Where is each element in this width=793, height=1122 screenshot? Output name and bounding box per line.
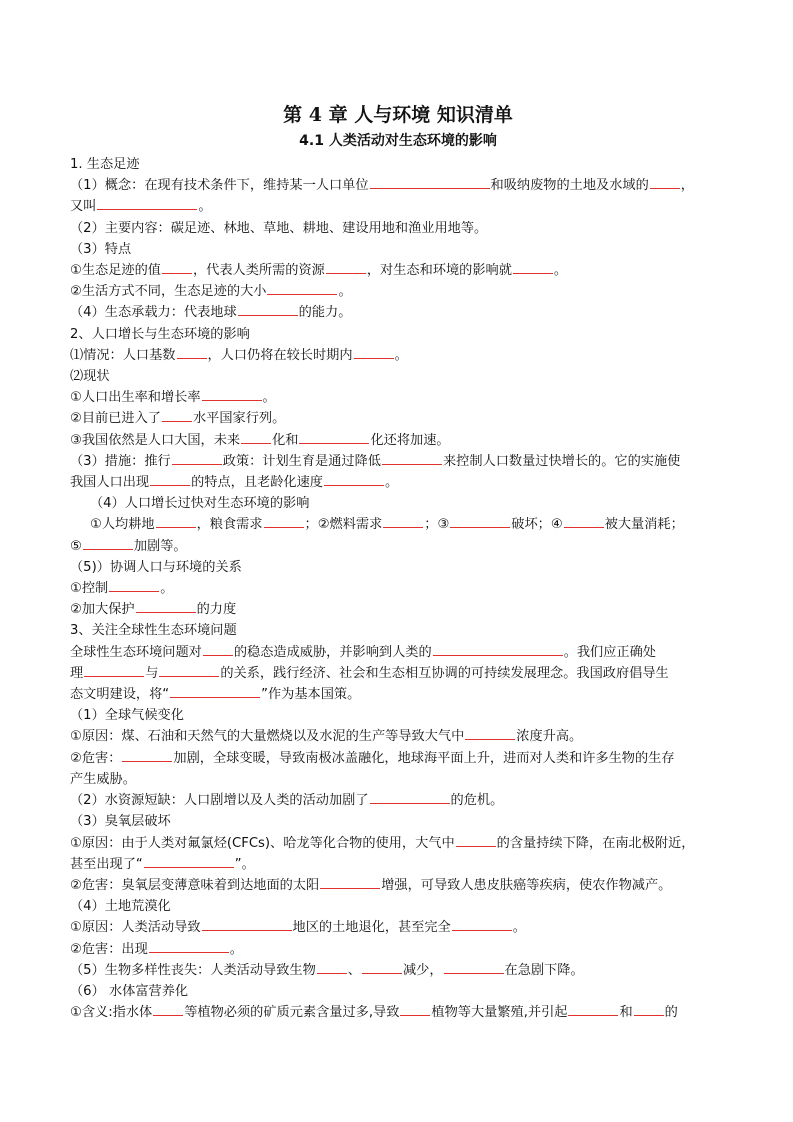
global-para-1: 全球性生态环境问题对 的稳态造成威胁，并影响到人类的 。我们应正确处: [70, 642, 726, 663]
desert-cause: ①原因：人类活动导致 地区的土地退化，甚至完全 。: [70, 917, 726, 938]
biodiversity-line: （5）生物多样性丧失：人类活动导致生物 、 减少， 在急剧下降。: [70, 960, 726, 981]
answer-blank[interactable]: [326, 260, 366, 274]
answer-blank[interactable]: [150, 472, 190, 486]
answer-blank[interactable]: [267, 281, 337, 295]
answer-blank[interactable]: [400, 1002, 430, 1016]
answer-blank[interactable]: [433, 642, 563, 656]
water-line: （2）水资源短缺：人口剧增以及人类的活动加剧了 的危机。: [70, 790, 726, 811]
answer-blank[interactable]: [444, 960, 504, 974]
answer-blank[interactable]: [264, 514, 304, 528]
answer-blank[interactable]: [465, 726, 515, 740]
coordinate-1: ①控制 。: [70, 578, 726, 599]
answer-blank[interactable]: [452, 917, 512, 931]
concept-line-2: 又叫 。: [70, 196, 726, 217]
desert-harm: ②危害：出现 。: [70, 939, 726, 960]
document-page: [70, 100, 726, 1023]
answer-blank[interactable]: [122, 748, 172, 762]
eutrophication-definition: ①含义:指水体 等植物必须的矿质元素含量过多,导致 植物等大量繁殖,并引起 和 的: [70, 1002, 726, 1023]
status-3: ③我国依然是人口大国，未来 化和 化还将加速。: [70, 430, 726, 451]
answer-blank[interactable]: [354, 345, 394, 359]
feature-1: ①生态足迹的值 ，代表人类所需的资源 ，对生态和环境的影响就 。: [70, 260, 726, 281]
answer-blank[interactable]: [320, 875, 380, 889]
coordinate-2: ②加大保护 的力度: [70, 599, 726, 620]
measures-line-1: （3）措施：推行 政策：计划生育是通过降低 来控制人口数量过快增长的。它的实施使: [70, 451, 726, 472]
eutrophication-heading: （6） 水体富营养化: [70, 983, 189, 999]
answer-blank[interactable]: [109, 578, 159, 592]
answer-blank[interactable]: [144, 854, 234, 868]
answer-blank[interactable]: [97, 196, 197, 210]
impact-line-2: ⑤ 加剧等。: [70, 536, 726, 557]
coordinate-heading: （5)）协调人口与环境的关系: [70, 559, 242, 575]
answer-blank[interactable]: [149, 939, 229, 953]
answer-blank[interactable]: [202, 387, 262, 401]
answer-blank[interactable]: [362, 960, 402, 974]
climate-harm-1: ②危害： 加剧，全球变暖，导致南极冰盖融化，地球海平面上升，进而对人类和许多生物的生存: [70, 748, 726, 769]
answer-blank[interactable]: [450, 514, 510, 528]
answer-blank[interactable]: [83, 536, 133, 550]
measures-line-2: 我国人口出现 的特点，且老龄化速度 。: [70, 472, 726, 493]
answer-blank[interactable]: [299, 430, 369, 444]
features-heading: （3）特点: [70, 241, 132, 257]
climate-heading: （1）全球气候变化: [70, 708, 184, 724]
answer-blank[interactable]: [324, 472, 384, 486]
answer-blank[interactable]: [177, 345, 207, 359]
answer-blank[interactable]: [84, 663, 144, 677]
impact-line-1: ①人均耕地 ，粮食需求 ；②燃料需求 ；③ 破坏；④ 被大量消耗；: [70, 514, 726, 535]
impact-heading: （4）人口增长过快对生态环境的影响: [90, 496, 310, 512]
answer-blank[interactable]: [159, 663, 219, 677]
status-2: ②目前已进入了 水平国家行列。: [70, 408, 726, 429]
answer-blank[interactable]: [383, 514, 423, 528]
answer-blank[interactable]: [136, 599, 196, 613]
ozone-harm: ②危害：臭氧层变薄意味着到达地面的太阳 增强，可导致人患皮肤癌等疾病，使农作物减产。: [70, 875, 726, 896]
answer-blank[interactable]: [650, 175, 680, 189]
answer-blank[interactable]: [241, 430, 271, 444]
answer-blank[interactable]: [513, 260, 553, 274]
answer-blank[interactable]: [202, 917, 292, 931]
global-para-3: 态文明建设，将“ ”作为基本国策。: [70, 684, 726, 705]
feature-2: ②生活方式不同，生态足迹的大小 。: [70, 281, 726, 302]
answer-blank[interactable]: [170, 684, 260, 698]
heading-global-issues: 3、关注全球性生态环境问题: [70, 623, 237, 639]
desert-heading: （4）土地荒漠化: [70, 899, 171, 915]
answer-blank[interactable]: [634, 1002, 664, 1016]
heading-ecological-footprint: 1. 生态足迹: [70, 157, 140, 172]
answer-blank[interactable]: [162, 260, 192, 274]
answer-blank[interactable]: [370, 790, 450, 804]
main-content-line: （2）主要内容：碳足迹、林地、草地、耕地、建设用地和渔业用地等。: [70, 220, 488, 236]
answer-blank[interactable]: [156, 514, 196, 528]
page-title: 第 4 章 人与环境 知识清单: [283, 104, 513, 126]
answer-blank[interactable]: [153, 1002, 183, 1016]
heading-population: 2、人口增长与生态环境的影响: [70, 326, 250, 342]
ozone-cause-2: 甚至出现了“ ”。: [70, 854, 726, 875]
answer-blank[interactable]: [456, 833, 496, 847]
answer-blank[interactable]: [203, 642, 233, 656]
ozone-heading: （3）臭氧层破坏: [70, 814, 171, 830]
answer-blank[interactable]: [564, 514, 604, 528]
answer-blank[interactable]: [568, 1002, 618, 1016]
ozone-cause-1: ①原因：由于人类对氟氯烃(CFCs)、哈龙等化合物的使用，大气中 的含量持续下降，在南北极附近，: [70, 833, 726, 854]
climate-cause: ①原因：煤、石油和天然气的大量燃烧以及水泥的生产等导致大气中 浓度升高。: [70, 726, 726, 747]
answer-blank[interactable]: [238, 302, 298, 316]
answer-blank[interactable]: [382, 451, 442, 465]
concept-line-1: （1）概念：在现有技术条件下，维持某一人口单位 和吸纳废物的土地及水域的 ，: [70, 175, 726, 196]
section-title: 4.1 人类活动对生态环境的影响: [299, 133, 497, 149]
answer-blank[interactable]: [162, 408, 192, 422]
capacity-line: （4）生态承载力：代表地球 的能力。: [70, 302, 726, 323]
status-heading: ⑵现状: [70, 369, 110, 385]
answer-blank[interactable]: [172, 451, 222, 465]
answer-blank[interactable]: [370, 175, 490, 189]
situation-line: ⑴情况：人口基数 ，人口仍将在较长时期内 。: [70, 345, 726, 366]
global-para-2: 理 与 的关系，践行经济、社会和生态相互协调的可持续发展理念。我国政府倡导生: [70, 663, 726, 684]
climate-harm-2: 产生威胁。: [70, 771, 136, 787]
status-1: ①人口出生率和增长率 。: [70, 387, 726, 408]
answer-blank[interactable]: [317, 960, 347, 974]
